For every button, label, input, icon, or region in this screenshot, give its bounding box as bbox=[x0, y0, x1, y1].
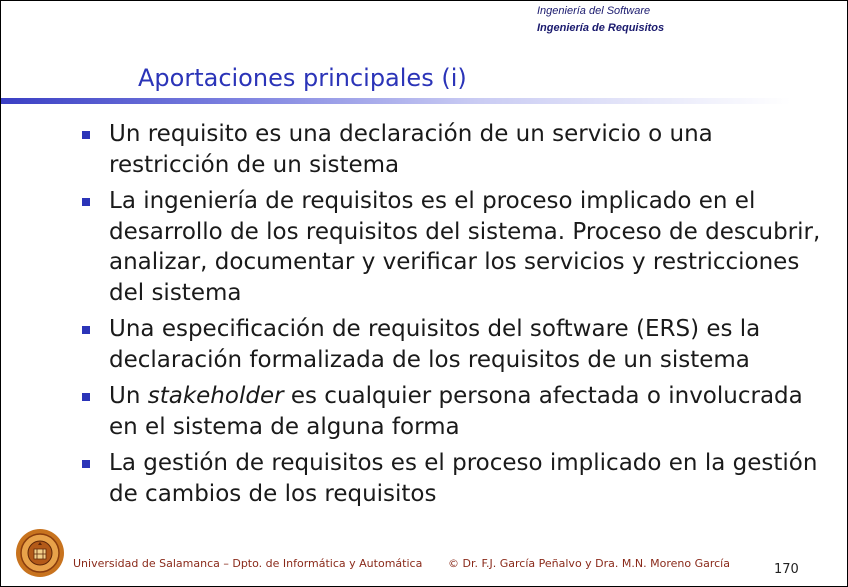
bullet-text: La gestión de requisitos es el proceso implicado en la gestión de cambios de los requisitos bbox=[109, 450, 818, 507]
course-header bbox=[537, 3, 664, 37]
footer-authors: © Dr. F.J. García Peñalvo y Dra. M.N. Moreno García bbox=[448, 557, 730, 570]
square-bullet-icon bbox=[82, 393, 90, 401]
bullet-text: Un requisito es una declaración de un servicio o una restricción de un sistema bbox=[109, 121, 713, 178]
bullet-item bbox=[77, 119, 827, 180]
bullet-text-start: Un bbox=[109, 383, 148, 409]
stakeholder-term: stakeholder bbox=[147, 383, 284, 409]
university-seal-icon bbox=[15, 528, 65, 578]
bullet-text-end: es cualquier persona afectada o involucrada en el sistema de alguna forma bbox=[109, 383, 803, 440]
bullet-item bbox=[77, 186, 827, 308]
bullet-list bbox=[77, 119, 827, 515]
slide-title: Aportaciones principales (i) bbox=[138, 64, 467, 92]
page-number: 170 bbox=[774, 562, 799, 577]
bullet-text bbox=[109, 383, 803, 440]
bullet-item bbox=[77, 314, 827, 375]
bullet-text: La ingeniería de requisitos es el proceso implicado en el desarrollo de los requisitos del sistema. Proceso de descubrir, analizar, documentar y verificar los servicios y restricciones del sistema bbox=[109, 188, 821, 306]
title-underline-bar bbox=[1, 98, 791, 104]
course-name: Ingeniería del Software bbox=[537, 5, 651, 17]
bullet-item bbox=[77, 381, 827, 442]
square-bullet-icon bbox=[82, 460, 90, 468]
square-bullet-icon bbox=[82, 198, 90, 206]
bullet-item bbox=[77, 448, 827, 509]
square-bullet-icon bbox=[82, 131, 90, 139]
bullet-text: Una especificación de requisitos del software (ERS) es la declaración formalizada de los requisitos de un sistema bbox=[109, 316, 761, 373]
footer-institution: Universidad de Salamanca – Dpto. de Informática y Automática bbox=[73, 557, 423, 570]
square-bullet-icon bbox=[82, 326, 90, 334]
course-subject: Ingeniería de Requisitos bbox=[537, 22, 665, 34]
